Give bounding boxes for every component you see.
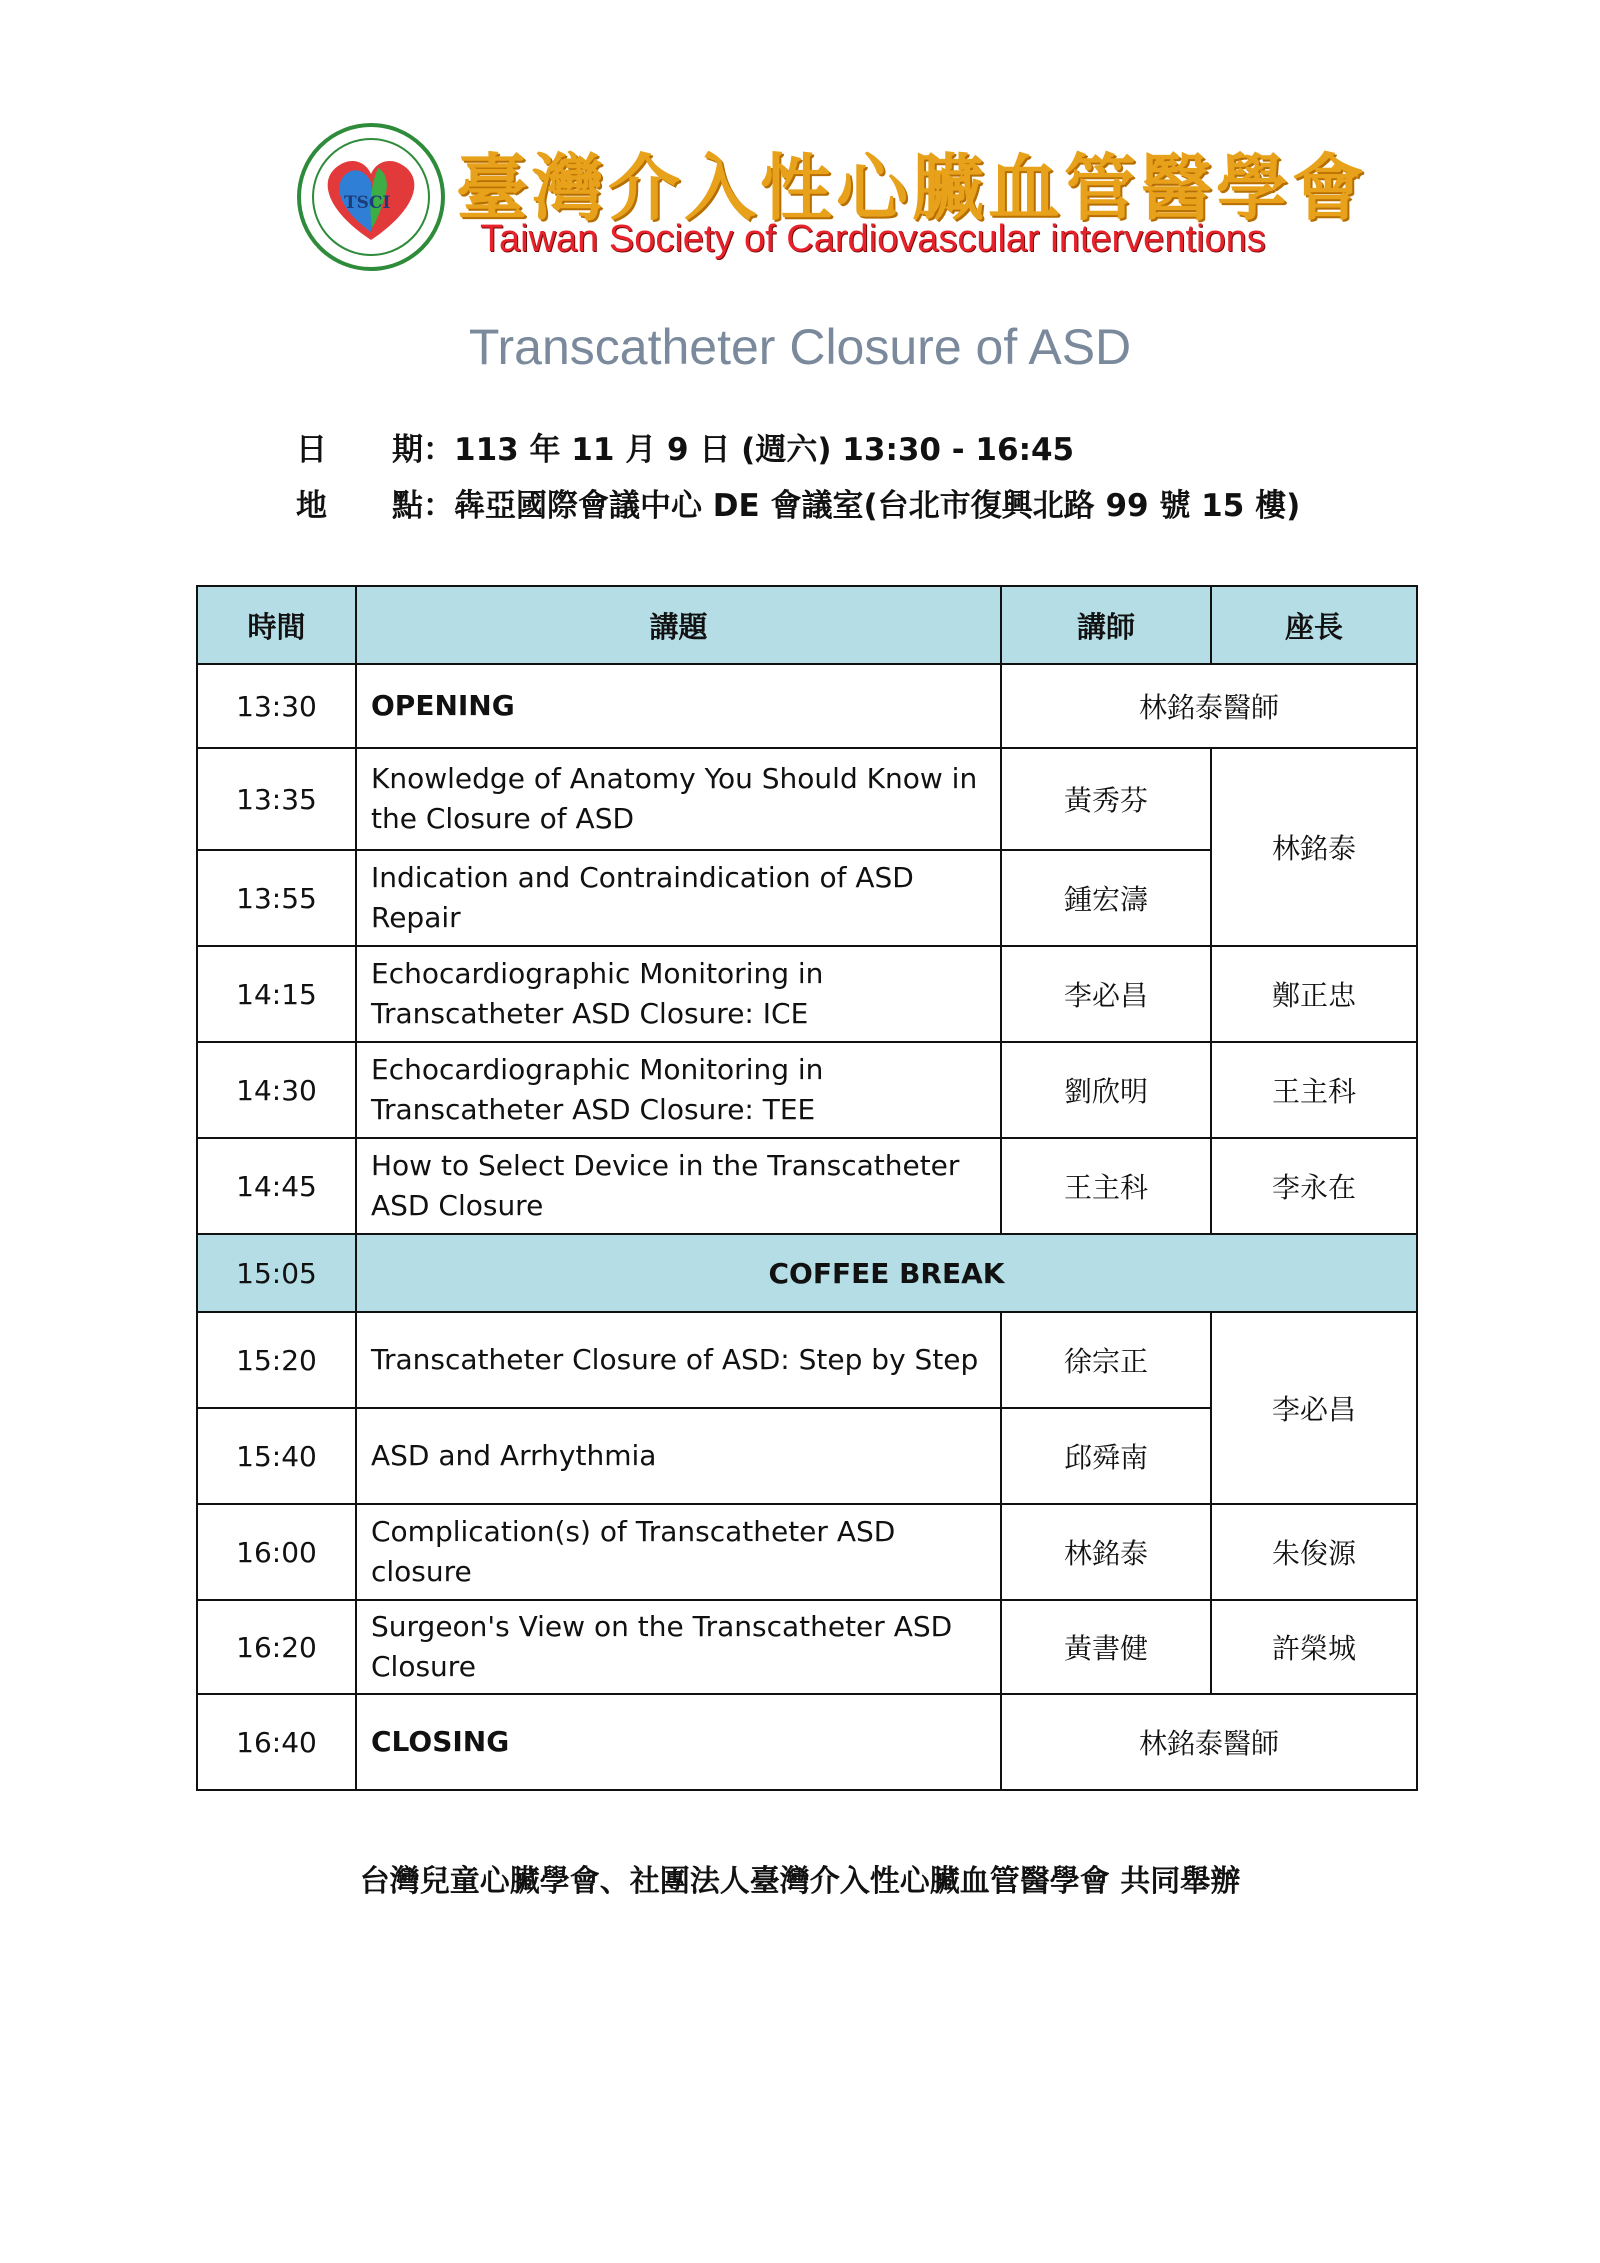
row-topic: CLOSING	[356, 1694, 1001, 1790]
coffee-break-label: COFFEE BREAK	[356, 1234, 1417, 1312]
row-topic: How to Select Device in the Transcatheter ASD Closure	[356, 1138, 1001, 1234]
row-topic: Complication(s) of Transcatheter ASD closure	[356, 1504, 1001, 1600]
society-name-en: Taiwan Society of Cardiovascular interventions	[480, 218, 1266, 260]
row-topic: Indication and Contraindication of ASD Repair	[356, 850, 1001, 946]
table-row	[197, 946, 1417, 1042]
row-chair: 王主科	[1211, 1042, 1417, 1138]
event-title: Transcatheter Closure of ASD	[468, 319, 1132, 375]
place-label-char-1: 地	[296, 488, 327, 524]
event-date	[296, 424, 1074, 469]
society-header	[296, 122, 1369, 272]
society-name-zh: 臺灣介入性心臟血管醫學會	[456, 145, 1369, 230]
table-row	[197, 1138, 1417, 1234]
table-row	[197, 748, 1417, 850]
table-row-break	[197, 1234, 1417, 1312]
place-value: 犇亞國際會議中心 DE 會議室(台北市復興北路 99 號 15 樓)	[454, 488, 1301, 524]
header-chair: 座長	[1211, 586, 1417, 664]
row-time: 16:00	[197, 1504, 356, 1600]
row-speaker: 林銘泰醫師	[1001, 664, 1417, 748]
row-time: 14:30	[197, 1042, 356, 1138]
row-topic: ASD and Arrhythmia	[356, 1408, 1001, 1504]
row-speaker: 鍾宏濤	[1001, 850, 1211, 946]
row-topic: Surgeon's View on the Transcatheter ASD Closure	[356, 1600, 1001, 1694]
table-row	[197, 1504, 1417, 1600]
tsci-logo-icon	[296, 122, 446, 272]
row-time: 13:35	[197, 748, 356, 850]
row-chair: 鄭正忠	[1211, 946, 1417, 1042]
row-speaker: 黃秀芬	[1001, 748, 1211, 850]
row-topic: Echocardiographic Monitoring in Transcatheter ASD Closure: ICE	[356, 946, 1001, 1042]
row-time: 14:45	[197, 1138, 356, 1234]
row-topic: OPENING	[356, 664, 1001, 748]
logo-text: TSCI	[344, 193, 391, 213]
schedule-table	[196, 585, 1418, 1791]
row-chair: 許榮城	[1211, 1600, 1417, 1694]
event-place	[296, 480, 1300, 525]
row-time: 16:40	[197, 1694, 356, 1790]
row-time: 13:55	[197, 850, 356, 946]
row-time: 14:15	[197, 946, 356, 1042]
header-time: 時間	[197, 586, 356, 664]
table-row	[197, 1694, 1417, 1790]
row-speaker: 李必昌	[1001, 946, 1211, 1042]
row-time: 13:30	[197, 664, 356, 748]
row-time: 15:05	[197, 1234, 356, 1312]
row-topic: Echocardiographic Monitoring in Transcatheter ASD Closure: TEE	[356, 1042, 1001, 1138]
row-speaker: 林銘泰醫師	[1001, 1694, 1417, 1790]
row-speaker: 徐宗正	[1001, 1312, 1211, 1408]
date-value: 113 年 11 月 9 日 (週六) 13:30 - 16:45	[454, 432, 1075, 468]
row-speaker: 劉欣明	[1001, 1042, 1211, 1138]
row-time: 16:20	[197, 1600, 356, 1694]
row-topic: Transcatheter Closure of ASD: Step by Step	[356, 1312, 1001, 1408]
place-label-char-2: 點：	[392, 488, 454, 524]
organizers-footer: 台灣兒童心臟學會、社團法人臺灣介入性心臟血管醫學會 共同舉辦	[359, 1864, 1241, 1899]
table-header-row	[197, 586, 1417, 664]
row-speaker: 邱舜南	[1001, 1408, 1211, 1504]
table-row	[197, 664, 1417, 748]
row-speaker: 林銘泰	[1001, 1504, 1211, 1600]
table-row	[197, 1600, 1417, 1694]
row-speaker: 黃書健	[1001, 1600, 1211, 1694]
header-topic: 講題	[356, 586, 1001, 664]
table-row	[197, 1042, 1417, 1138]
row-chair: 李永在	[1211, 1138, 1417, 1234]
row-chair: 林銘泰	[1211, 748, 1417, 946]
row-time: 15:40	[197, 1408, 356, 1504]
row-chair: 朱俊源	[1211, 1504, 1417, 1600]
date-label-char-2: 期：	[392, 432, 454, 468]
row-speaker: 王主科	[1001, 1138, 1211, 1234]
row-topic: Knowledge of Anatomy You Should Know in the Closure of ASD	[356, 748, 1001, 850]
row-time: 15:20	[197, 1312, 356, 1408]
date-label-char-1: 日	[296, 432, 327, 468]
table-row	[197, 1312, 1417, 1408]
header-speaker: 講師	[1001, 586, 1211, 664]
row-chair: 李必昌	[1211, 1312, 1417, 1504]
